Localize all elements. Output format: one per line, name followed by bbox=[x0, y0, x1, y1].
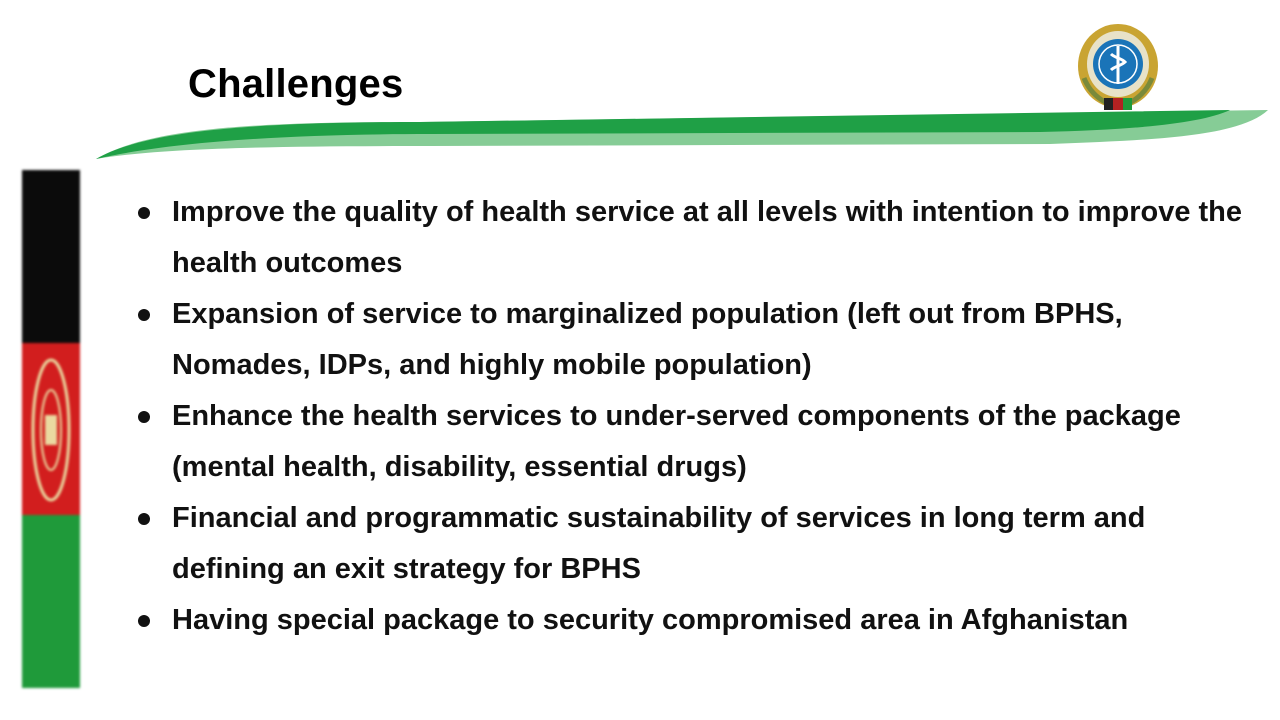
bullet-text: Having special package to security compromised area in Afghanistan bbox=[172, 604, 1129, 636]
flag-black-band bbox=[22, 170, 80, 343]
bullet-text: Expansion of service to marginalized population (left out from BPHS, Nomades, IDPs, and highly mobile population) bbox=[172, 298, 1123, 381]
bullet-dot-icon bbox=[138, 615, 150, 627]
bullet-item bbox=[134, 391, 1244, 493]
bullet-text: Financial and programmatic sustainability of services in long term and defining an exit strategy for BPHS bbox=[172, 502, 1146, 585]
bullet-text: Improve the quality of health service at all levels with intention to improve the health outcomes bbox=[172, 196, 1243, 279]
bullet-dot-icon bbox=[138, 309, 150, 321]
bullet-text: Enhance the health services to under-served components of the package (mental health, disability, essential drugs) bbox=[172, 400, 1181, 483]
flag-green-band bbox=[22, 515, 80, 688]
flag-emblem-icon bbox=[30, 355, 72, 505]
bullet-item bbox=[134, 595, 1244, 646]
bullet-item bbox=[134, 289, 1244, 391]
slide-title: Challenges bbox=[188, 62, 404, 106]
bullet-dot-icon bbox=[138, 513, 150, 525]
bullet-list bbox=[134, 187, 1244, 646]
bullet-dot-icon bbox=[138, 411, 150, 423]
ministry-emblem-icon bbox=[1070, 18, 1166, 112]
flag-red-band bbox=[22, 343, 80, 516]
bullet-dot-icon bbox=[138, 207, 150, 219]
afghanistan-flag bbox=[22, 170, 80, 688]
bullet-item bbox=[134, 187, 1244, 289]
bullet-item bbox=[134, 493, 1244, 595]
